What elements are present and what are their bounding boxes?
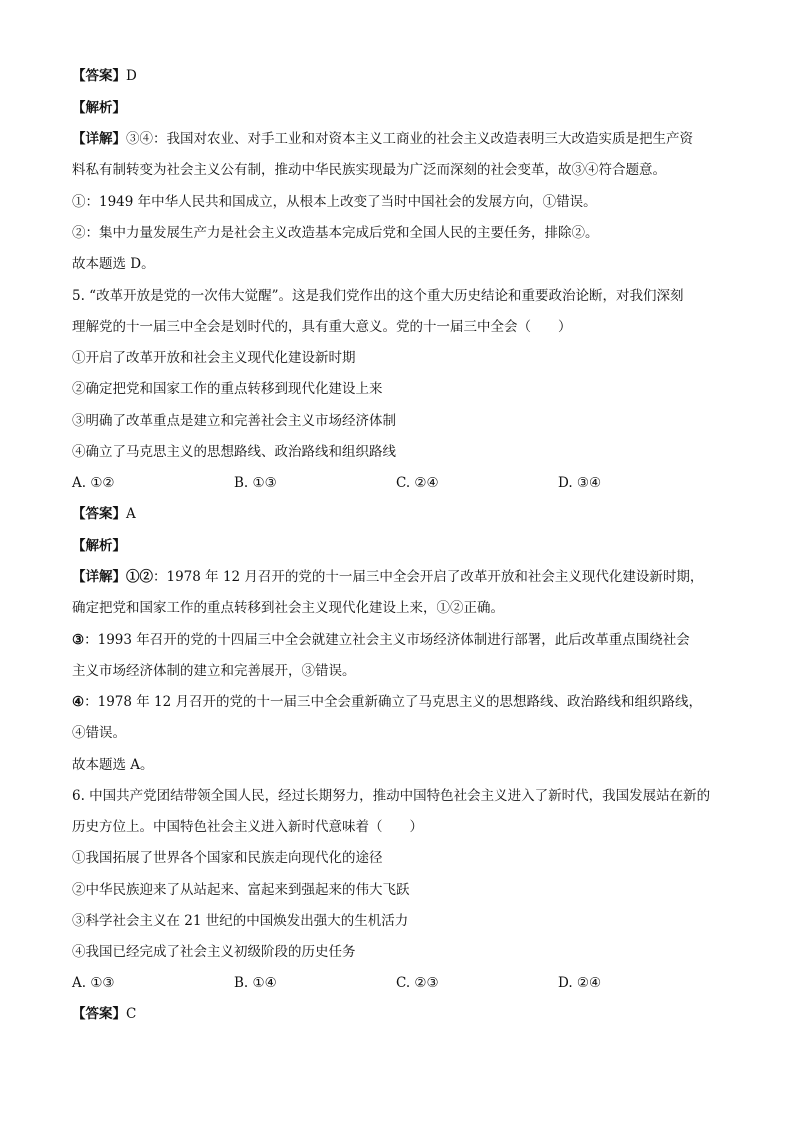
answer-value: D	[126, 68, 137, 84]
detail-line	[72, 567, 732, 587]
question-stem: 理解党的十一届三中全会是划时代的，具有重大意义。党的十一届三中全会（ ）	[72, 319, 572, 335]
statement-item: ②中华民族迎来了从站起来、富起来到强起来的伟大飞跃	[72, 882, 410, 898]
detail-mark: ①②	[126, 569, 153, 585]
detail-line: ④错误。	[72, 725, 126, 741]
question-stem: 5. “改革开放是党的一次伟大觉醒”。这是我们党作出的这个重大历史结论和重要政治论断，对我们深刻	[72, 288, 684, 304]
answer-label: 【答案】	[72, 1006, 126, 1022]
answer-line	[72, 504, 732, 524]
option-c: C. ②③	[396, 975, 439, 991]
answer-value: A	[126, 506, 136, 522]
answer-label: 【答案】	[72, 68, 126, 84]
detail-mark: ③	[72, 632, 85, 648]
answer-label: 【答案】	[72, 506, 126, 522]
statement-item: ④确立了马克思主义的思想路线、政治路线和组织路线	[72, 444, 396, 460]
detail-line: 料私有制转变为社会主义公有制，推动中华民族实现最为广泛而深刻的社会变革，故③④符合题意。	[72, 162, 666, 178]
answer-value: C	[126, 1006, 137, 1022]
analysis-label: 【解析】	[72, 538, 126, 554]
detail-line: 确定把党和国家工作的重点转移到社会主义现代化建设上来，①②正确。	[72, 600, 504, 616]
question-stem: 6. 中国共产党团结带领全国人民，经过长期努力，推动中国特色社会主义进入了新时代，我国发展站在新的	[72, 788, 711, 804]
statement-item: ①我国拓展了世界各个国家和民族走向现代化的途径	[72, 850, 383, 866]
detail-line	[72, 630, 732, 650]
option-d: D. ③④	[558, 475, 602, 491]
detail-label: 【详解】	[72, 569, 126, 585]
detail-line: ②：集中力量发展生产力是社会主义改造基本完成后党和全国人民的主要任务，排除②。	[72, 225, 599, 241]
option-a: A. ①②	[72, 475, 115, 491]
question-stem: 历史方位上。中国特色社会主义进入新时代意味着（ ）	[72, 819, 423, 835]
detail-text: ：1978 年 12 月召开的党的十一届三中全会开启了改革开放和社会主义现代化建设新时期，	[153, 569, 704, 585]
option-b: B. ①④	[234, 975, 277, 991]
detail-line: ①：1949 年中华人民共和国成立，从根本上改变了当时中国社会的发展方向，①错误。	[72, 194, 597, 210]
statement-item: ④我国已经完成了社会主义初级阶段的历史任务	[72, 944, 356, 960]
answer-line	[72, 66, 732, 86]
detail-text: ③④：我国对农业、对手工业和对资本主义工商业的社会主义改造表明三大改造实质是把生产资	[126, 131, 693, 147]
answer-line	[72, 1004, 732, 1024]
detail-text: ：1993 年召开的党的十四届三中全会就建立社会主义市场经济体制进行部署，此后改革重点围绕社会	[84, 632, 690, 648]
statement-item: ②确定把党和国家工作的重点转移到现代化建设上来	[72, 381, 383, 397]
option-a: A. ①③	[72, 975, 115, 991]
detail-text: ：1978 年 12 月召开的党的十一届三中全会重新确立了马克思主义的思想路线、政治路线和组织路线，	[84, 694, 703, 710]
detail-label: 【详解】	[72, 131, 126, 147]
option-d: D. ②④	[558, 975, 602, 991]
statement-item: ①开启了改革开放和社会主义现代化建设新时期	[72, 350, 356, 366]
statement-item: ③明确了改革重点是建立和完善社会主义市场经济体制	[72, 413, 396, 429]
detail-line	[72, 692, 732, 712]
conclusion-line: 故本题选 D。	[72, 256, 155, 272]
option-b: B. ①③	[234, 475, 277, 491]
analysis-label: 【解析】	[72, 100, 126, 116]
detail-line	[72, 129, 732, 149]
option-c: C. ②④	[396, 475, 439, 491]
statement-item: ③科学社会主义在 21 世纪的中国焕发出强大的生机活力	[72, 913, 409, 929]
detail-mark: ④	[72, 694, 85, 710]
detail-line: 主义市场经济体制的建立和完善展开，③错误。	[72, 663, 356, 679]
conclusion-line: 故本题选 A。	[72, 757, 154, 773]
